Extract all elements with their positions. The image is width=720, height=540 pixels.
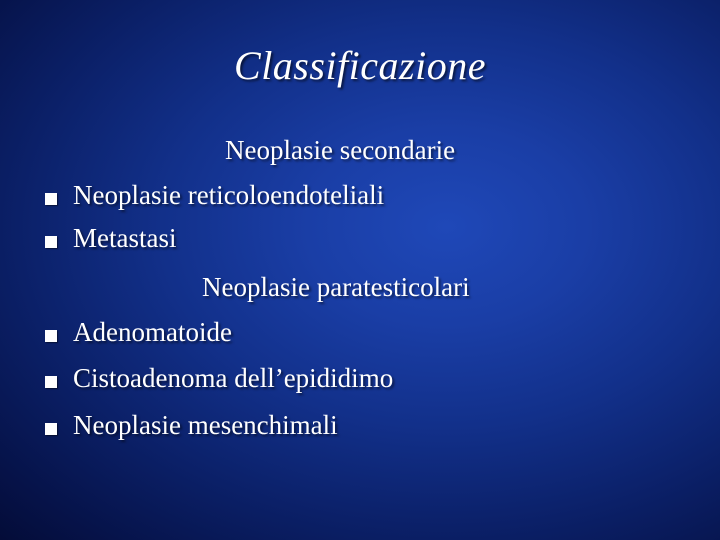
slide-title: Classificazione [234, 43, 486, 88]
list-item-reticoloendoteliali: Neoplasie reticoloendoteliali [73, 180, 385, 210]
square-bullet-icon [45, 423, 57, 435]
square-bullet-icon [45, 236, 57, 248]
square-bullet-icon [45, 330, 57, 342]
square-bullet-icon [45, 376, 57, 388]
list-item-mesenchimali: Neoplasie mesenchimali [73, 410, 338, 440]
list-item-adenomatoide: Adenomatoide [73, 317, 232, 347]
section-heading-secondary: Neoplasie secondarie [225, 135, 456, 165]
list-item-cistoadenoma: Cistoadenoma dell’epididimo [73, 363, 394, 393]
list-item-metastasi: Metastasi [73, 223, 177, 253]
square-bullet-icon [45, 193, 57, 205]
section-heading-paratesticular: Neoplasie paratesticolari [202, 272, 470, 302]
